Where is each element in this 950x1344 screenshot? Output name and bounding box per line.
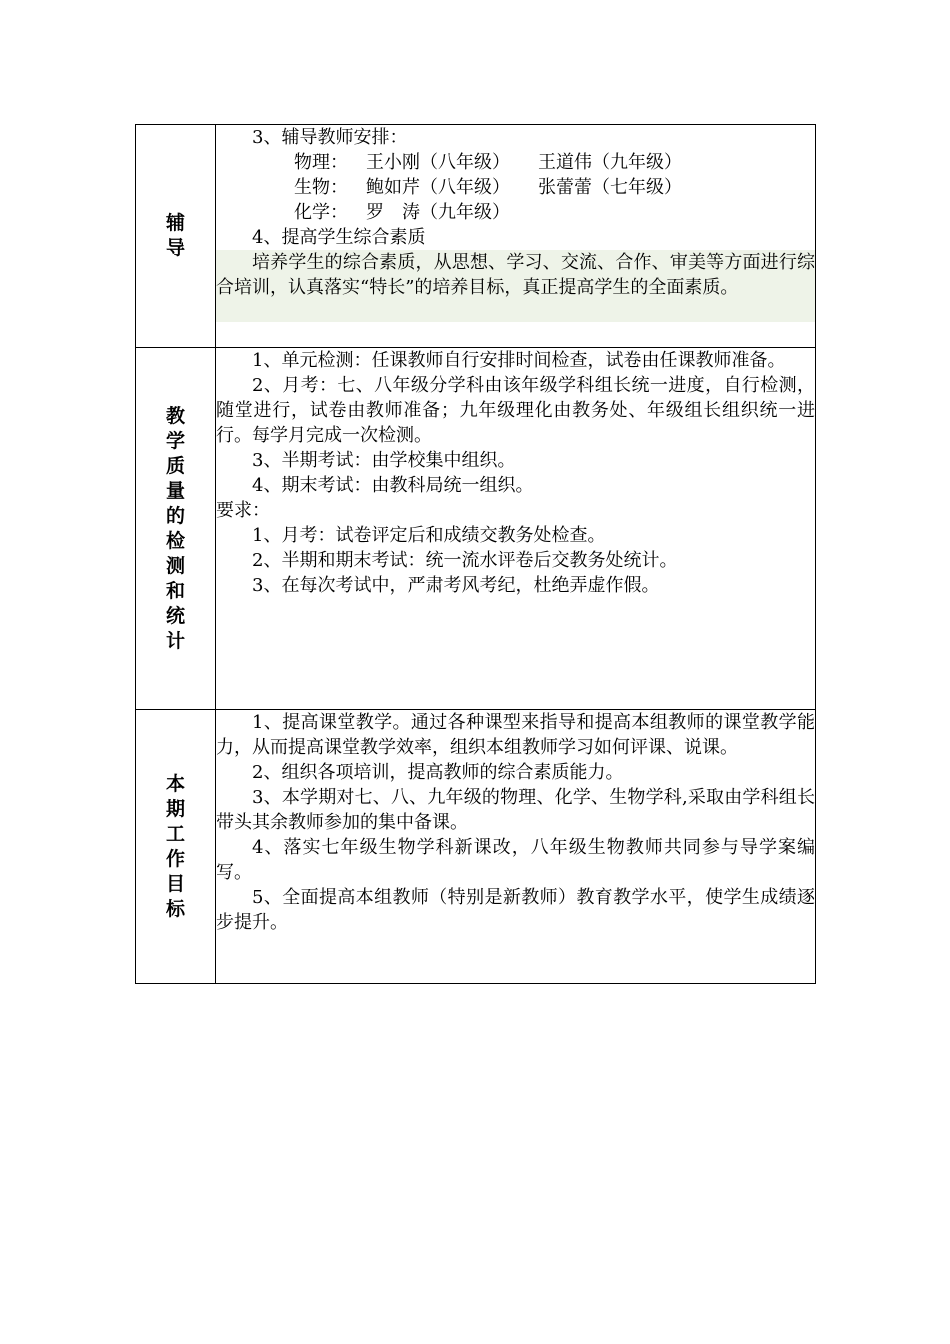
table-row [136, 710, 816, 984]
paragraph: 2、组织各项培训，提高教师的综合素质能力。 [252, 762, 624, 783]
tutoring-content [216, 125, 816, 348]
table-row [136, 348, 816, 710]
tutor-biology-line: 生物： 鲍如芹（八年级） 张蕾蕾（七年级） [294, 177, 682, 198]
row-heading-tutoring: 辅导 [136, 125, 216, 348]
paragraph: 3、在每次考试中，严肃考风考纪，杜绝弄虚作假。 [252, 575, 660, 596]
paragraph: 4、期末考试：由教科局统一组织。 [252, 475, 534, 496]
paragraph: 3、半期考试：由学校集中组织。 [252, 450, 516, 471]
tutor-physics-line: 物理： 王小刚（八年级） 王道伟（九年级） [294, 152, 682, 173]
goals-content [216, 710, 816, 984]
paragraph: 2、月考：七、八年级分学科由该年级学科组长统一进度，自行检测，随堂进行，试卷由教师准备；九年级理化由教务处、年级组长组织统一进行。每学月完成一次检测。 [216, 375, 815, 446]
paragraph: 3、本学期对七、八、九年级的物理、化学、生物学科,采取由学科组长带头其余教师参加的集中备课。 [216, 787, 815, 833]
paragraph: 1、月考：试卷评定后和成绩交教务处检查。 [252, 525, 606, 546]
work-plan-table [135, 124, 816, 984]
quality-title: 4、提高学生综合素质 [252, 227, 426, 248]
quality-paragraph: 培养学生的综合素质，从思想、学习、交流、合作、审美等方面进行综合培训，认真落实“特长”的培养目标，真正提高学生的全面素质。 [216, 252, 815, 298]
row-heading-goals: 本期工作目标 [136, 710, 216, 984]
tutor-chemistry-line: 化学： 罗 涛（九年级） [294, 202, 510, 223]
requirements-label: 要求： [216, 500, 270, 521]
paragraph: 2、半期和期末考试：统一流水评卷后交教务处统计。 [252, 550, 678, 571]
quality-check-content [216, 348, 816, 710]
paragraph: 1、提高课堂教学。通过各种课型来指导和提高本组教师的课堂教学能力，从而提高课堂教学效率，组织本组教师学习如何评课、说课。 [216, 712, 815, 758]
paragraph: 5、全面提高本组教师（特别是新教师）教育教学水平，使学生成绩逐步提升。 [216, 887, 815, 933]
paragraph: 4、落实七年级生物学科新课改，八年级生物教师共同参与导学案编写。 [216, 837, 815, 883]
tutor-arrangement-title: 3、辅导教师安排： [252, 127, 408, 148]
row-heading-quality-check: 教学质量的检测和统计 [136, 348, 216, 710]
paragraph: 1、单元检测：任课教师自行安排时间检查，试卷由任课教师准备。 [252, 350, 786, 371]
table-row [136, 125, 816, 348]
